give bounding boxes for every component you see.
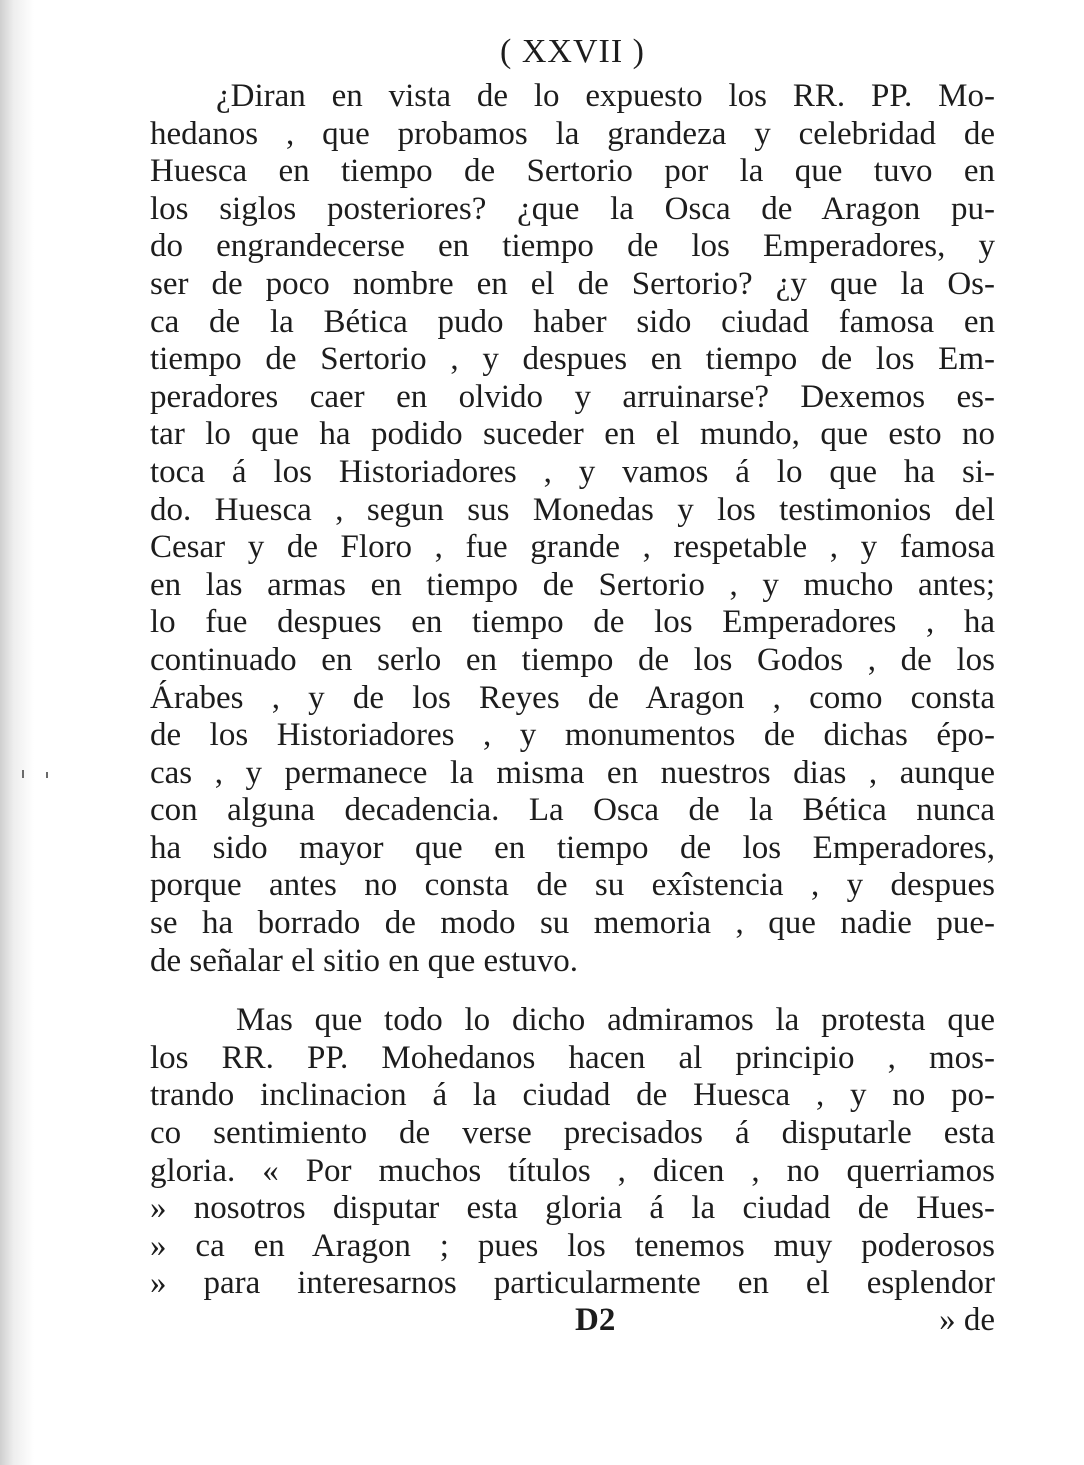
text-line: peradores caer en olvido y arruinarse? Dexemos es-	[150, 378, 995, 415]
text-line: co sentimiento de verse precisados á disputarle esta	[150, 1115, 995, 1152]
text-line: Mas que todo lo dicho admiramos la protesta que	[236, 1002, 995, 1039]
text-line: porque antes no consta de su exîstencia , y despues	[150, 867, 995, 904]
text-line: Árabes , y de los Reyes de Aragon , como consta	[150, 679, 995, 716]
text-line: se ha borrado de modo su memoria , que nadie pue-	[150, 905, 995, 942]
page-content	[150, 30, 995, 1303]
paragraph-gap	[150, 980, 995, 1002]
text-line: los RR. PP. Mohedanos hacen al principio , mos-	[150, 1039, 995, 1076]
page-footer	[150, 1298, 995, 1342]
catchword: » de	[939, 1302, 995, 1338]
gutter-mark	[22, 770, 24, 778]
text-line: » ca en Aragon ; pues los tenemos muy poderosos	[150, 1227, 995, 1264]
text-line: ca de la Bética pudo haber sido ciudad famosa en	[150, 303, 995, 340]
text-line: tar lo que ha podido suceder en el mundo, que esto no	[150, 416, 995, 453]
text-line: en las armas en tiempo de Sertorio , y mucho antes;	[150, 566, 995, 603]
gutter-mark	[46, 772, 48, 778]
text-line: do. Huesca , segun sus Monedas y los testimonios del	[150, 491, 995, 528]
signature-mark: D2	[575, 1302, 616, 1338]
text-line: continuado en serlo en tiempo de los Godos , de los	[150, 641, 995, 678]
text-line: » para interesarnos particularmente en el esplendor	[150, 1265, 995, 1302]
text-line: con alguna decadencia. La Osca de la Bética nunca	[150, 792, 995, 829]
text-line: » nosotros disputar esta gloria á la ciudad de Hues-	[150, 1190, 995, 1227]
text-line: trando inclinacion á la ciudad de Huesca , y no po-	[150, 1077, 995, 1114]
text-line: cas , y permanece la misma en nuestros dias , aunque	[150, 754, 995, 791]
text-line: ser de poco nombre en el de Sertorio? ¿y que la Os-	[150, 265, 995, 302]
text-line: tiempo de Sertorio , y despues en tiempo de los Em-	[150, 341, 995, 378]
text-line: lo fue despues en tiempo de los Emperadores , ha	[150, 604, 995, 641]
text-line: gloria. « Por muchos títulos , dicen , no querriamos	[150, 1152, 995, 1189]
text-line: de señalar el sitio en que estuvo.	[150, 942, 578, 979]
paragraph-1	[150, 78, 995, 980]
page-number-header: ( XXVII )	[500, 33, 645, 70]
text-line: ha sido mayor que en tiempo de los Emperadores,	[150, 829, 995, 866]
page-gutter-shadow	[0, 0, 34, 1465]
text-line: hedanos , que probamos la grandeza y celebridad de	[150, 115, 995, 152]
text-line: do engrandecerse en tiempo de los Emperadores, y	[150, 228, 995, 265]
text-line: los siglos posteriores? ¿que la Osca de Aragon pu-	[150, 190, 995, 227]
text-line: Cesar y de Floro , fue grande , respetable , y famosa	[150, 529, 995, 566]
paragraph-2	[150, 1002, 995, 1303]
text-line: Huesca en tiempo de Sertorio por la que tuvo en	[150, 153, 995, 190]
text-line: toca á los Historiadores , y vamos á lo que ha si-	[150, 453, 995, 490]
text-line: de los Historiadores , y monumentos de dichas épo-	[150, 717, 995, 754]
text-line: ¿Diran en vista de lo expuesto los RR. PP. Mo-	[216, 78, 995, 114]
